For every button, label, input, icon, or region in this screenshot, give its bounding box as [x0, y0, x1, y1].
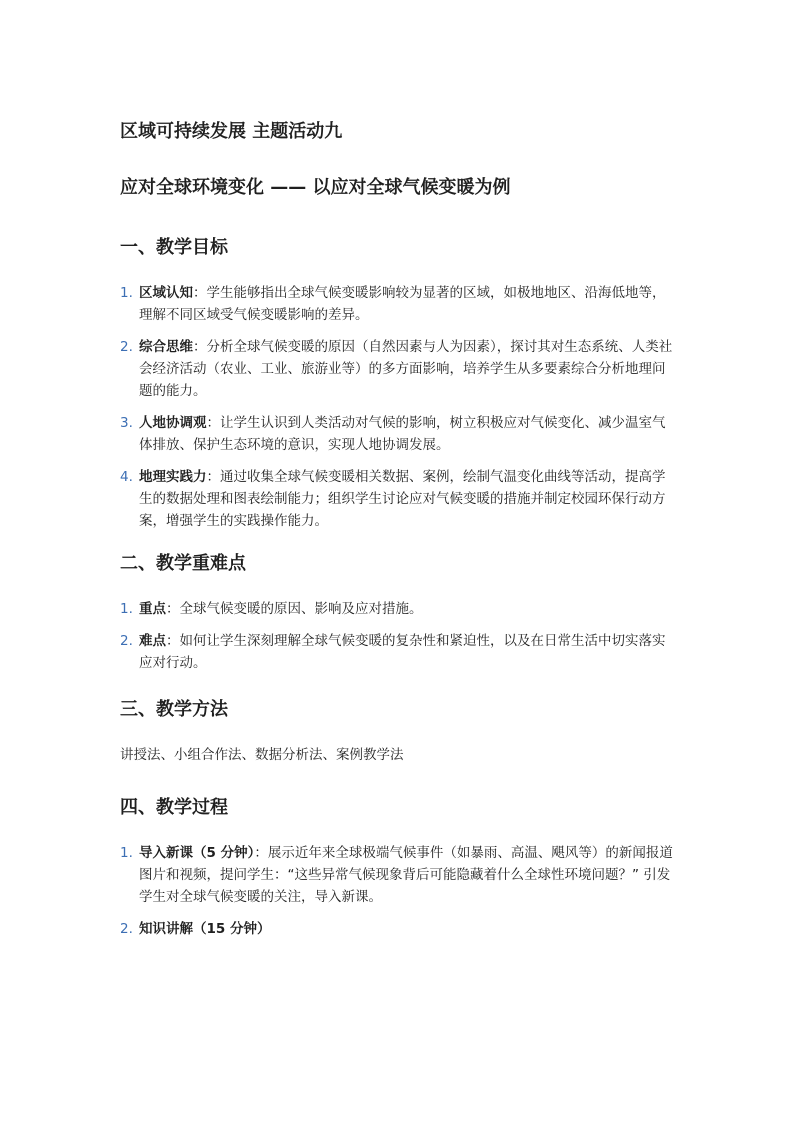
item-separator: ： — [193, 339, 207, 355]
item-separator: ： — [254, 845, 268, 861]
list-item — [120, 598, 674, 620]
document-title: 区域可持续发展 主题活动九 — [120, 121, 343, 142]
document-subtitle: 应对全球环境变化 —— 以应对全球气候变暖为例 — [120, 177, 511, 198]
objectives-list — [120, 282, 674, 532]
item-term: 综合思维 — [139, 339, 193, 355]
list-number: 1. — [120, 601, 133, 617]
section-teaching-objectives — [120, 234, 674, 532]
item-text: 如何让学生深刻理解全球气候变暖的复杂性和紧迫性，以及在日常生活中切实落实应对行动。 — [139, 633, 666, 671]
item-separator: ： — [206, 415, 220, 431]
item-text: 学生能够指出全球气候变暖影响较为显著的区域，如极地地区、沿海低地等，理解不同区域受气候变暖影响的差异。 — [139, 285, 666, 323]
list-number: 2. — [120, 633, 133, 649]
item-term: 区域认知 — [139, 285, 193, 301]
key-points-list — [120, 598, 674, 674]
list-item — [120, 630, 674, 674]
item-separator: ： — [206, 469, 220, 485]
item-text: 分析全球气候变暖的原因（自然因素与人为因素），探讨其对生态系统、人类社会经济活动（农业、工业、旅游业等）的多方面影响，培养学生从多要素综合分析地理问题的能力。 — [139, 339, 673, 399]
item-term: 人地协调观 — [139, 415, 207, 431]
section-heading: 一、教学目标 — [120, 237, 228, 258]
item-text: 通过收集全球气候变暖相关数据、案例，绘制气温变化曲线等活动，提高学生的数据处理和图表绘制能力；组织学生讨论应对气候变暖的措施并制定校园环保行动方案，增强学生的实践操作能力。 — [139, 469, 666, 529]
item-term: 地理实践力 — [139, 469, 207, 485]
process-list — [120, 842, 674, 940]
list-item — [120, 466, 674, 532]
list-number: 1. — [120, 845, 133, 861]
item-text: 全球气候变暖的原因、影响及应对措施。 — [179, 601, 423, 617]
section-heading: 四、教学过程 — [120, 797, 228, 818]
list-item — [120, 336, 674, 402]
item-term: 导入新课（5 分钟） — [139, 845, 255, 861]
item-term: 知识讲解（15 分钟） — [139, 921, 271, 937]
list-item — [120, 412, 674, 456]
item-separator: ： — [193, 285, 207, 301]
list-item — [120, 282, 674, 326]
section-teaching-process — [120, 794, 674, 940]
list-number: 3. — [120, 415, 133, 431]
list-item — [120, 842, 674, 908]
section-heading: 三、教学方法 — [120, 699, 228, 720]
list-number: 2. — [120, 921, 133, 937]
list-number: 4. — [120, 469, 133, 485]
section-teaching-methods — [120, 696, 674, 766]
item-term: 难点 — [139, 633, 166, 649]
item-separator: ： — [166, 601, 180, 617]
methods-text: 讲授法、小组合作法、数据分析法、案例教学法 — [120, 747, 404, 763]
list-item — [120, 918, 674, 940]
item-text: 展示近年来全球极端气候事件（如暴雨、高温、飓风等）的新闻报道图片和视频，提问学生：“这些异常气候现象背后可能隐藏着什么全球性环境问题？” 引发学生对全球气候变暖的关注，导入新课。 — [139, 845, 673, 905]
list-number: 1. — [120, 285, 133, 301]
list-number: 2. — [120, 339, 133, 355]
section-key-difficult-points — [120, 550, 674, 674]
item-separator: ： — [166, 633, 180, 649]
item-term: 重点 — [139, 601, 166, 617]
section-heading: 二、教学重难点 — [120, 553, 246, 574]
item-text: 让学生认识到人类活动对气候的影响，树立积极应对气候变化、减少温室气体排放、保护生态环境的意识，实现人地协调发展。 — [139, 415, 666, 453]
